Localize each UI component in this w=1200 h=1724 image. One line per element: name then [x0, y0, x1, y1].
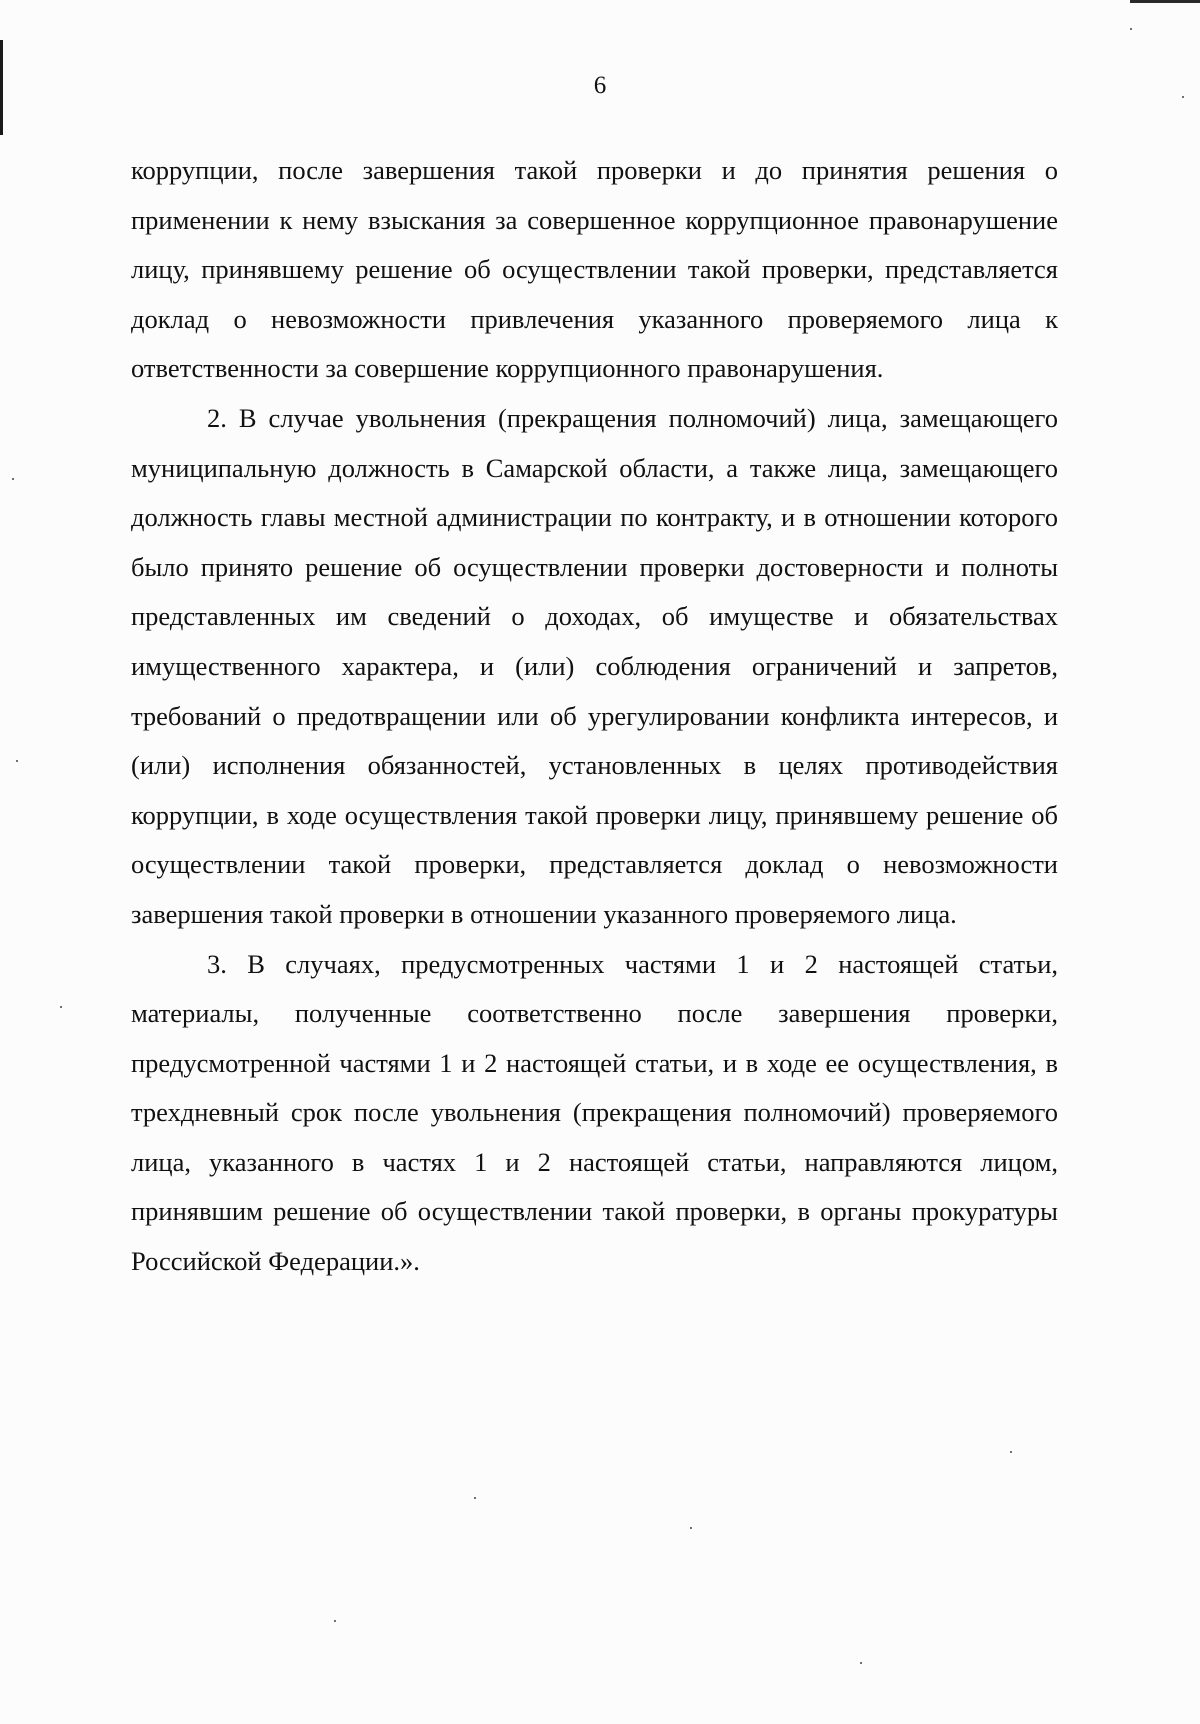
paragraph-continuation: коррупции, после завершения такой проверки и до принятия решения о применении к нему взыскания за совершенное коррупционное правонарушение лицу, принявшему решение об осуществлении такой проверки, представляется доклад о невозможности привлечения указанного проверяемого лица к ответственности за совершение коррупционного правонарушения. [131, 155, 1058, 384]
scan-speck [1010, 1451, 1012, 1453]
scan-speck [1182, 96, 1184, 98]
scan-corner-mark [1130, 0, 1200, 3]
page-number: 6 [593, 72, 607, 99]
document-body [131, 146, 1058, 1287]
scan-speck [16, 760, 18, 762]
scan-speck [860, 1662, 862, 1664]
scan-speck [690, 1527, 692, 1529]
scan-speck [474, 1497, 476, 1499]
scan-speck [334, 1620, 336, 1622]
scan-speck [12, 478, 14, 480]
paragraph-3: 3. В случаях, предусмотренных частями 1 и 2 настоящей статьи, материалы, полученные соответственно после завершения проверки, предусмотренной частями 1 и 2 настоящей статьи, и в ходе ее осуществления, в трехдневный срок после увольнения (прекращения полномочий) проверяемого лица, указанного в частях 1 и 2 настоящей статьи, направляются лицом, принявшим решение об осуществлении такой проверки, в органы прокуратуры Российской Федерации.». [131, 948, 1058, 1277]
scan-speck [1130, 28, 1132, 30]
scan-speck [60, 1006, 62, 1008]
paragraph-2: 2. В случае увольнения (прекращения полномочий) лица, замещающего муниципальную должность в Самарской области, а также лица, замещающего должность главы местной администрации по контракту, и в отношении которого было принято решение об осуществлении проверки достоверности и полноты представленных им сведений о доходах, об имуществе и обязательствах имущественного характера, и (или) соблюдения ограничений и запретов, требований о предотвращении или об урегулировании конфликта интересов, и (или) исполнения обязанностей, установленных в целях противодействия коррупции, в ходе осуществления такой проверки лицу, принявшему решение об осуществлении такой проверки, представляется доклад о невозможности завершения такой проверки в отношении указанного проверяемого лица. [131, 402, 1058, 929]
